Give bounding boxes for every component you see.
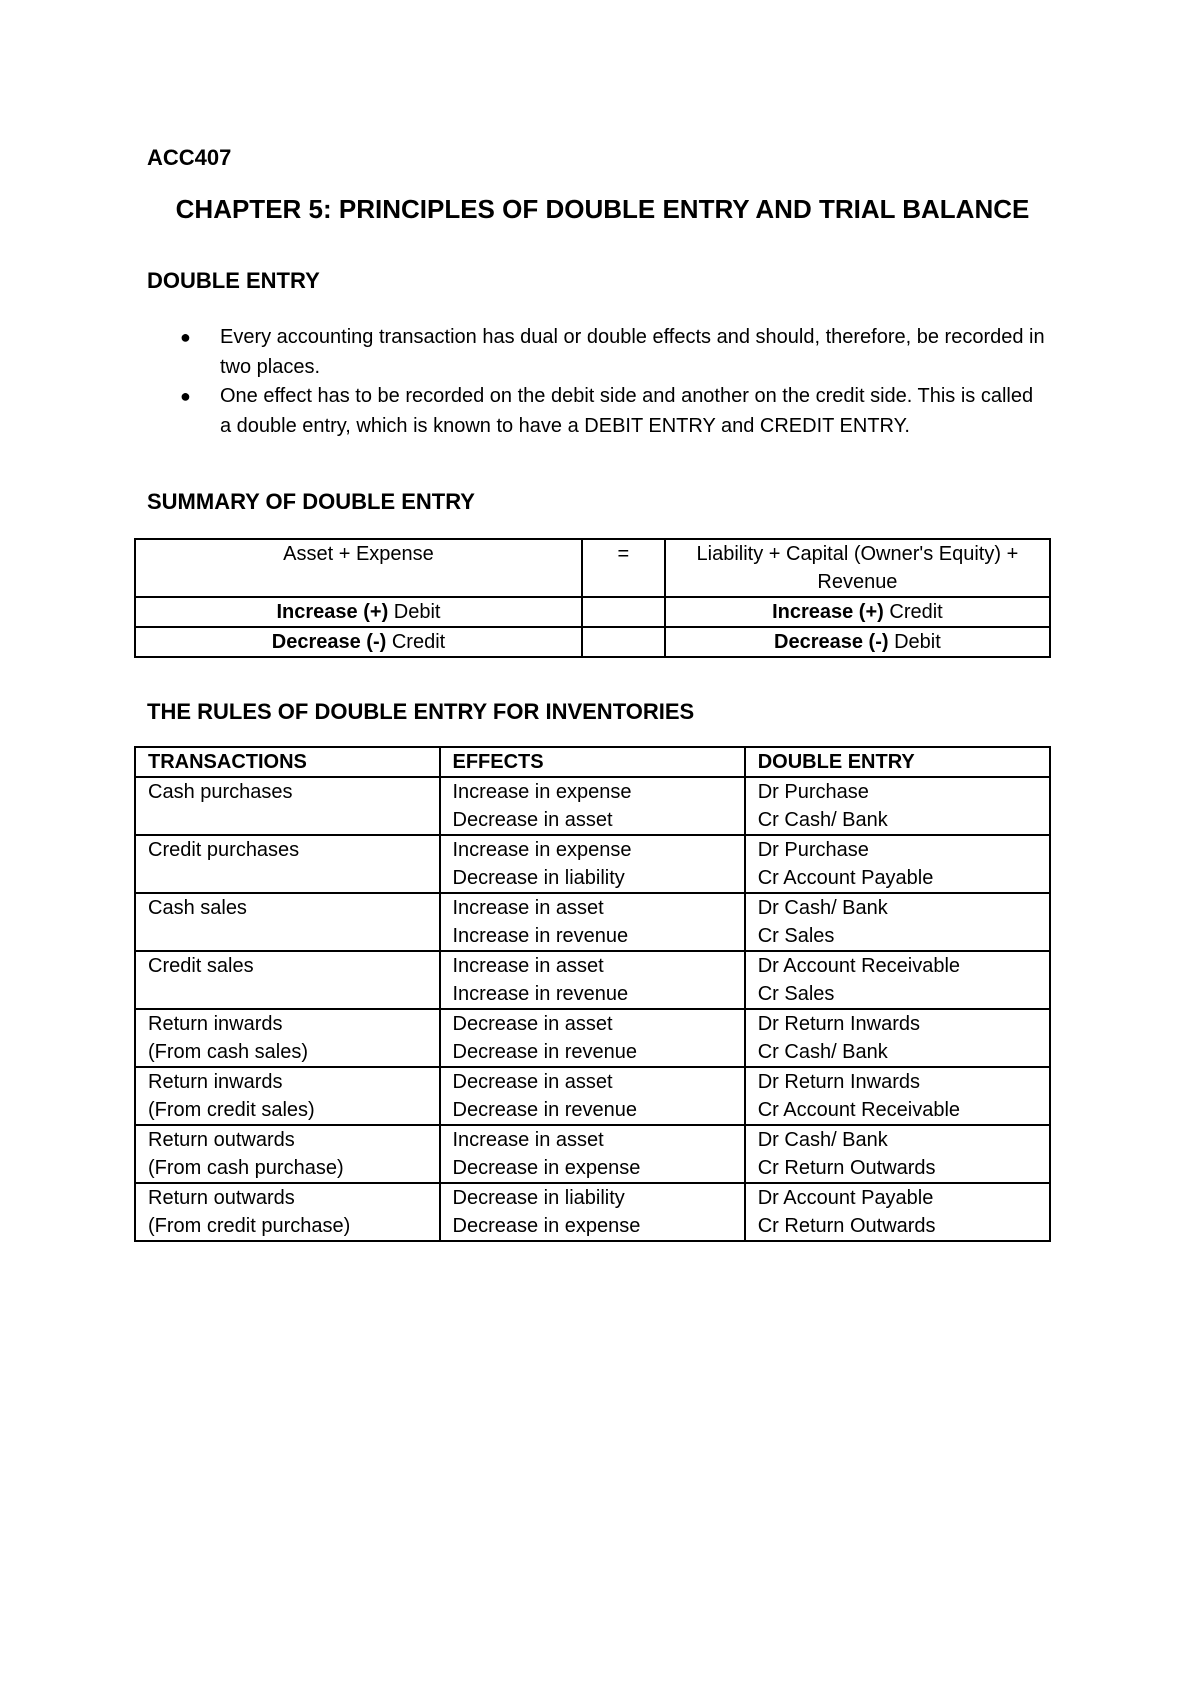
- table-cell-transaction: [135, 1067, 440, 1125]
- cell-text: Credit: [386, 631, 446, 653]
- cell-bold-text: Decrease (-): [774, 631, 889, 653]
- table-cell-effects: [440, 1067, 745, 1125]
- cell-line: Increase in asset: [452, 1129, 604, 1151]
- cell-line: (From credit sales): [148, 1099, 315, 1121]
- cell-line: [148, 980, 427, 1008]
- table-row: [135, 1067, 1050, 1125]
- table-cell-transaction: [135, 893, 440, 951]
- cell-line: Credit sales: [148, 955, 254, 977]
- cell-line: Decrease in revenue: [452, 1099, 638, 1121]
- table-cell: Liability + Capital (Owner's Equity) + Revenue: [665, 539, 1050, 597]
- cell-line: Cr Sales: [757, 983, 835, 1005]
- table-cell: [135, 597, 582, 627]
- section-heading-rules: THE RULES OF DOUBLE ENTRY FOR INVENTORIES: [147, 699, 695, 724]
- table-cell: [582, 597, 665, 627]
- table-cell: [135, 627, 582, 657]
- list-item: [147, 382, 1047, 441]
- list-item: [147, 323, 1047, 382]
- cell-line: Decrease in expense: [452, 1215, 641, 1237]
- table-row: [135, 539, 1050, 597]
- cell-line: Cr Sales: [757, 925, 835, 947]
- bullet-text: One effect has to be recorded on the debit side and another on the credit side. This is called a double entry, which is known to have a DEBIT ENTRY and CREDIT ENTRY.: [220, 385, 1034, 437]
- table-cell-effects: [440, 835, 745, 893]
- table-row: [135, 893, 1050, 951]
- section-heading-double-entry: DOUBLE ENTRY: [147, 268, 320, 293]
- bullet-icon: ●: [180, 386, 191, 406]
- cell-line: Increase in asset: [452, 955, 604, 977]
- cell-line: Dr Purchase: [757, 839, 869, 861]
- table-cell-effects: [440, 951, 745, 1009]
- table-row: [135, 951, 1050, 1009]
- cell-line: Decrease in expense: [452, 1157, 641, 1179]
- cell-line: (From cash purchase): [148, 1157, 344, 1179]
- cell-text: Debit: [388, 601, 441, 623]
- table-row: [135, 1125, 1050, 1183]
- cell-line: Dr Account Receivable: [757, 955, 961, 977]
- rules-table-body: [135, 777, 1050, 1241]
- cell-line: Dr Return Inwards: [757, 1013, 920, 1035]
- cell-line: Increase in revenue: [452, 983, 629, 1005]
- cell-line: Increase in expense: [452, 781, 632, 803]
- cell-line: Return inwards: [148, 1071, 283, 1093]
- cell-line: Return inwards: [148, 1013, 283, 1035]
- table-cell-effects: [440, 1183, 745, 1241]
- cell-line: [148, 806, 427, 834]
- table-cell-entry: [745, 777, 1050, 835]
- cell-line: Cr Return Outwards: [757, 1215, 936, 1237]
- cell-line: Credit purchases: [148, 839, 300, 861]
- cell-line: Increase in revenue: [452, 925, 629, 947]
- cell-line: Dr Cash/ Bank: [757, 1129, 888, 1151]
- cell-line: (From cash sales): [148, 1041, 309, 1063]
- table-cell-effects: [440, 1009, 745, 1067]
- table-cell: =: [582, 539, 665, 597]
- cell-line: Decrease in asset: [452, 1071, 613, 1093]
- table-header-row: [135, 747, 1050, 777]
- cell-line: [148, 922, 427, 950]
- cell-line: Decrease in asset: [452, 1013, 613, 1035]
- cell-line: Cr Account Receivable: [757, 1099, 961, 1121]
- cell-line: Decrease in asset: [452, 809, 613, 831]
- cell-line: Decrease in liability: [452, 867, 625, 889]
- table-row: [135, 777, 1050, 835]
- column-header-effects: EFFECTS: [440, 747, 745, 777]
- table-row: [135, 1183, 1050, 1241]
- cell-bold-text: Increase (+): [276, 601, 389, 623]
- table-cell-effects: [440, 893, 745, 951]
- table-row: [135, 835, 1050, 893]
- cell-line: Cr Cash/ Bank: [757, 809, 888, 831]
- table-cell-transaction: [135, 951, 440, 1009]
- table-row: [135, 1009, 1050, 1067]
- cell-line: Decrease in liability: [452, 1187, 625, 1209]
- column-header-transactions: TRANSACTIONS: [135, 747, 440, 777]
- table-row: [135, 597, 1050, 627]
- cell-line: (From credit purchase): [148, 1215, 351, 1237]
- cell-line: Cr Account Payable: [757, 867, 934, 889]
- cell-line: Cr Return Outwards: [757, 1157, 936, 1179]
- table-cell: Asset + Expense: [135, 539, 582, 597]
- table-cell-entry: [745, 1183, 1050, 1241]
- cell-bold-text: Increase (+): [772, 601, 884, 623]
- table-cell: [665, 597, 1050, 627]
- cell-line: Increase in expense: [452, 839, 632, 861]
- table-cell: [665, 627, 1050, 657]
- bullet-icon: ●: [180, 327, 191, 347]
- table-cell-entry: [745, 835, 1050, 893]
- cell-line: [148, 864, 427, 892]
- cell-line: Cash purchases: [148, 781, 293, 803]
- cell-line: Return outwards: [148, 1129, 295, 1151]
- rules-table: [134, 746, 1051, 1242]
- table-cell-effects: [440, 1125, 745, 1183]
- table-cell-entry: [745, 1125, 1050, 1183]
- cell-line: Cr Cash/ Bank: [757, 1041, 888, 1063]
- cell-line: Dr Account Payable: [757, 1187, 934, 1209]
- table-row: [135, 627, 1050, 657]
- course-code: ACC407: [147, 145, 232, 170]
- cell-line: Dr Purchase: [757, 781, 869, 803]
- table-cell-transaction: [135, 1125, 440, 1183]
- bullet-text: Every accounting transaction has dual or double effects and should, therefore, be recorded in two places.: [220, 326, 1045, 378]
- cell-line: Return outwards: [148, 1187, 295, 1209]
- table-cell-entry: [745, 1067, 1050, 1125]
- section-heading-summary: SUMMARY OF DOUBLE ENTRY: [147, 489, 475, 514]
- table-cell-entry: [745, 951, 1050, 1009]
- cell-line: Dr Cash/ Bank: [757, 897, 888, 919]
- cell-line: Increase in asset: [452, 897, 604, 919]
- cell-line: Decrease in revenue: [452, 1041, 638, 1063]
- summary-table: [134, 538, 1051, 658]
- column-header-double-entry: DOUBLE ENTRY: [745, 747, 1050, 777]
- table-cell: [582, 627, 665, 657]
- table-cell-transaction: [135, 777, 440, 835]
- table-cell-entry: [745, 893, 1050, 951]
- table-cell-transaction: [135, 1009, 440, 1067]
- cell-line: Cash sales: [148, 897, 247, 919]
- cell-text: Credit: [883, 601, 943, 623]
- table-cell-transaction: [135, 835, 440, 893]
- table-cell-effects: [440, 777, 745, 835]
- cell-text: Debit: [888, 631, 941, 653]
- table-cell-entry: [745, 1009, 1050, 1067]
- cell-bold-text: Decrease (-): [271, 631, 387, 653]
- table-cell-transaction: [135, 1183, 440, 1241]
- cell-line: Dr Return Inwards: [757, 1071, 920, 1093]
- double-entry-bullet-list: [147, 323, 1047, 441]
- chapter-title: CHAPTER 5: PRINCIPLES OF DOUBLE ENTRY AND TRIAL BALANCE: [175, 194, 1030, 224]
